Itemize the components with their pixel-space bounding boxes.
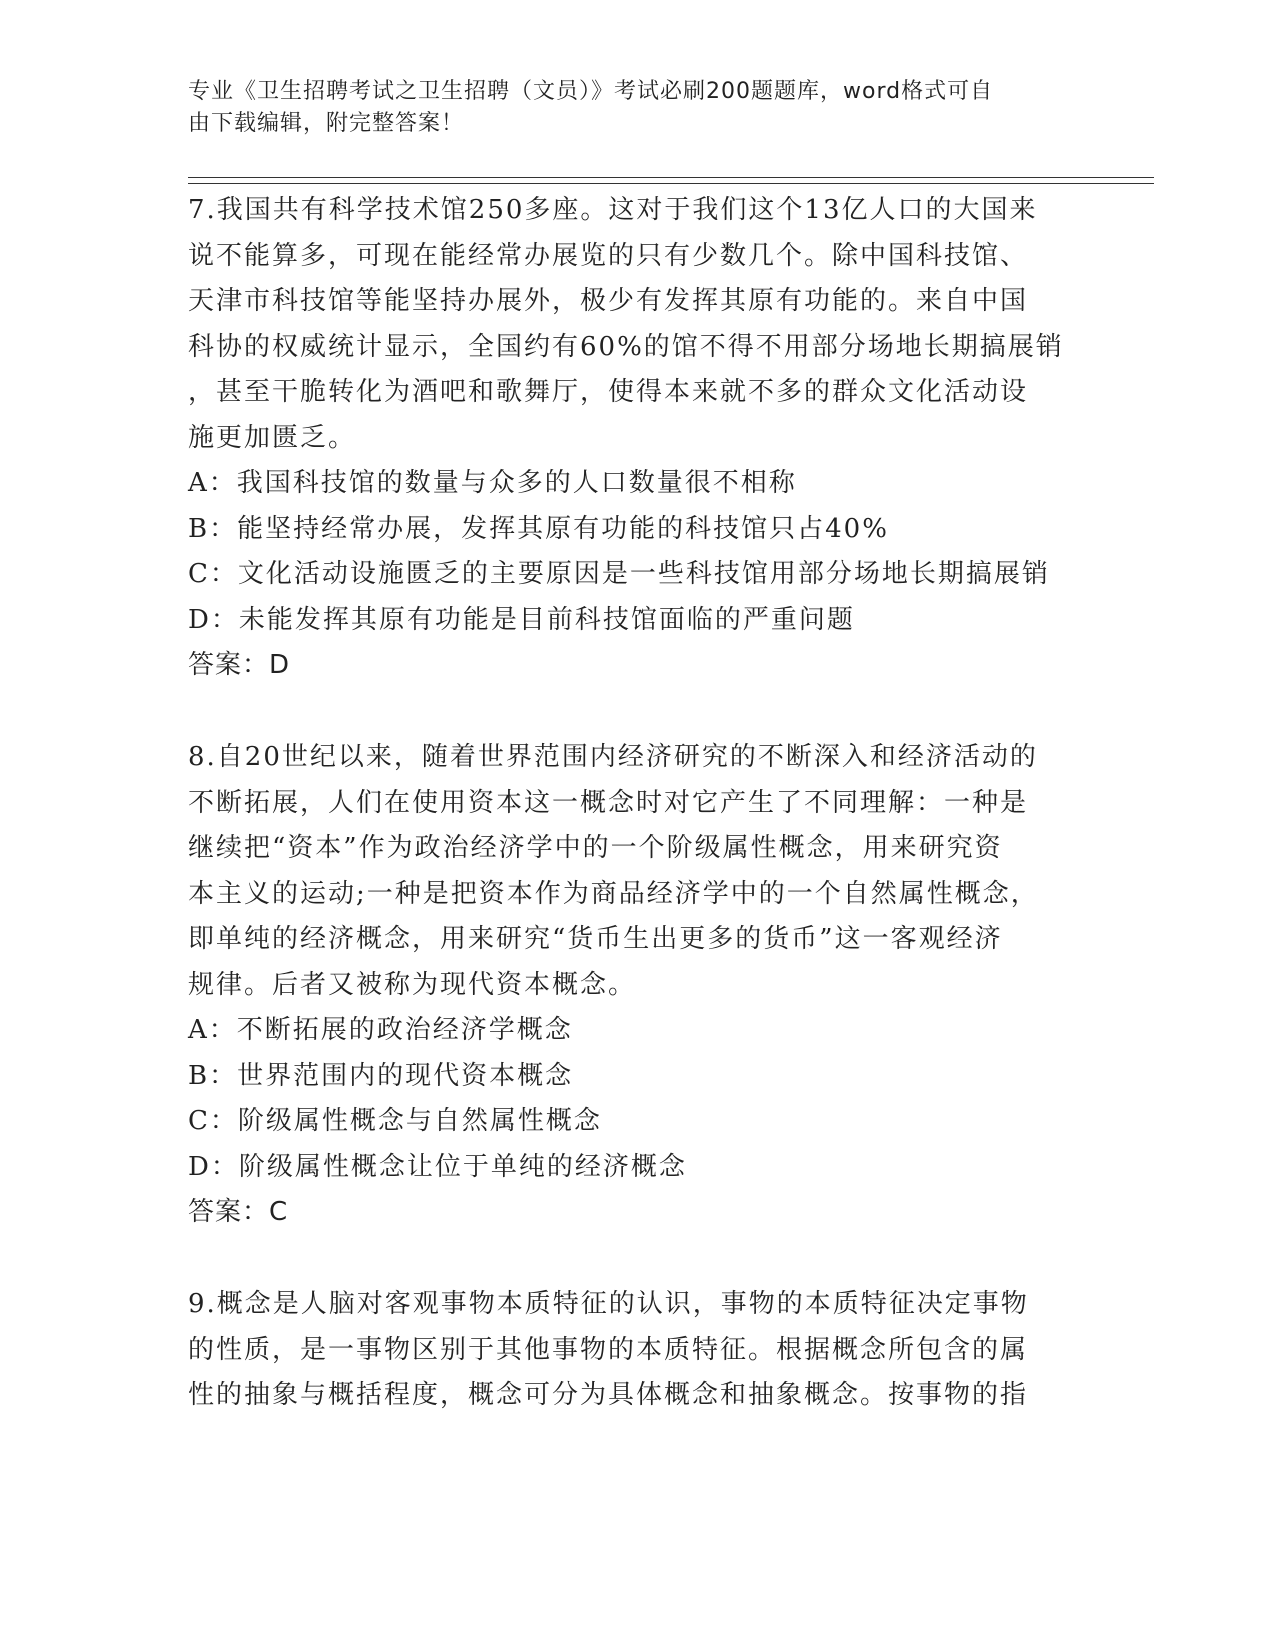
question-text-line: 本主义的运动;一种是把资本作为商品经济学中的一个自然属性概念， (188, 878, 1039, 909)
option-c: C：阶级属性概念与自然属性概念 (188, 1106, 602, 1136)
question-9 (188, 1282, 1088, 1419)
header-divider (188, 177, 1154, 178)
option-a: A：我国科技馆的数量与众多的人口数量很不相称 (188, 468, 797, 498)
option-c: C：文化活动设施匮乏的主要原因是一些科技馆用部分场地长期搞展销 (188, 559, 1050, 589)
question-text-line: 7.我国共有科学技术馆250多座。这对于我们这个13亿人口的大国来 (188, 195, 1038, 225)
option-d: D：阶级属性概念让位于单纯的经济概念 (188, 1151, 687, 1182)
option-a: A：不断拓展的政治经济学概念 (188, 1015, 573, 1045)
option-d: D：未能发挥其原有功能是目前科技馆面临的严重问题 (188, 604, 855, 635)
answer-label: 答案：D (188, 650, 291, 680)
header-divider (188, 183, 1154, 184)
question-text-line: 天津市科技馆等能坚持办展外，极少有发挥其原有功能的。来自中国 (188, 286, 1029, 316)
question-text-line: 规律。后者又被称为现代资本概念。 (188, 969, 637, 1000)
document-header (188, 76, 1078, 140)
question-text-line: 的性质，是一事物区别于其他事物的本质特征。根据概念所包含的属 (188, 1334, 1029, 1365)
question-text-line: 8.自20世纪以来，随着世界范围内经济研究的不断深入和经济活动的 (188, 742, 1038, 772)
question-7 (188, 188, 1088, 689)
header-line: 专业《卫生招聘考试之卫生招聘（文员）》考试必刷200题题库，word格式可自 (188, 79, 994, 104)
option-b: B：能坚持经常办展，发挥其原有功能的科技馆只占40% (188, 513, 889, 544)
option-b: B：世界范围内的现代资本概念 (188, 1060, 574, 1091)
question-text-line: 说不能算多，可现在能经常办展览的只有少数几个。除中国科技馆、 (188, 240, 1029, 271)
question-text-line: ，甚至干脆转化为酒吧和歌舞厅，使得本来就不多的群众文化活动设 (188, 377, 1029, 407)
answer-label: 答案：C (188, 1197, 289, 1227)
question-text-line: 施更加匮乏。 (188, 422, 357, 453)
question-text-line: 不断拓展，人们在使用资本这一概念时对它产生了不同理解：一种是 (188, 787, 1029, 818)
question-8 (188, 735, 1088, 1236)
question-text-line: 性的抽象与概括程度，概念可分为具体概念和抽象概念。按事物的指 (188, 1380, 1029, 1410)
question-text-line: 9.概念是人脑对客观事物本质特征的认识，事物的本质特征决定事物 (188, 1289, 1029, 1319)
question-text-line: 即单纯的经济概念，用来研究“货币生出更多的货币”这一客观经济 (188, 924, 1003, 954)
question-text-line: 科协的权威统计显示，全国约有60%的馆不得不用部分场地长期搞展销 (188, 331, 1064, 362)
question-text-line: 继续把“资本”作为政治经济学中的一个阶级属性概念，用来研究资 (188, 833, 1003, 863)
header-line: 由下载编辑，附完整答案！ (188, 111, 465, 136)
